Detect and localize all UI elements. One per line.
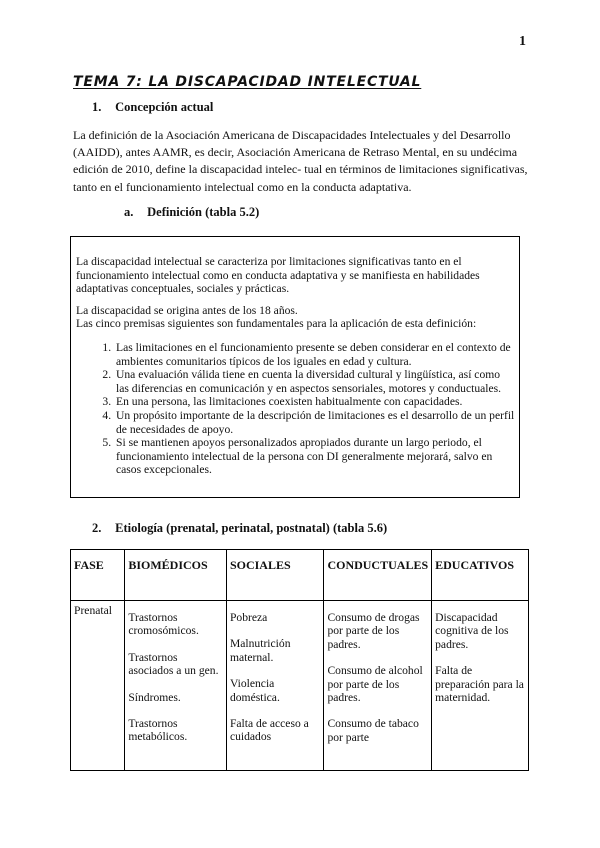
cell-item: Falta de acceso a cuidados: [229, 717, 309, 744]
cell-item: Falta de preparación para la maternidad.: [435, 664, 524, 705]
premise-item: 2. Una evaluación válida tiene en cuenta la diversidad cultural y lingüística, así como las diferencias en comunicación y en aspectos sensoriales, motores y conductuales.: [114, 368, 515, 395]
page-number: 1: [519, 34, 526, 49]
column-header-fase: FASE: [71, 550, 125, 601]
cell-educativos: [432, 601, 529, 771]
cell-item: Consumo de alcohol por parte de los padres.: [327, 664, 423, 705]
subsection-heading-definicion: [124, 205, 259, 220]
premise-item: 1. Las limitaciones en el funcionamiento presente se deben considerar en el contexto de ambientes comunitarios típicos de los iguales en edad y cultura.: [114, 341, 515, 368]
cell-item: Síndromes.: [128, 690, 181, 704]
column-header-educativos: EDUCATIVOS: [432, 550, 529, 601]
premises-intro: Las cinco premisas siguientes son fundamentales para la aplicación de esta definición:: [76, 317, 477, 331]
premise-item: 4. Un propósito importante de la descripción de limitaciones es el desarrollo de un perfil de necesidades de apoyo.: [114, 409, 515, 436]
cell-item: Trastornos asociados a un gen.: [128, 650, 219, 678]
cell-conductuales: [324, 601, 432, 771]
cell-item: Violencia doméstica.: [229, 677, 280, 704]
section-title: Etiología (prenatal, perinatal, postnatal) (tabla 5.6): [115, 521, 388, 535]
table-row: [71, 601, 529, 771]
column-header-conductuales: CONDUCTUALES: [324, 550, 432, 601]
cell-item: Consumo de tabaco por parte: [327, 717, 419, 744]
premises-list: [76, 341, 515, 477]
cell-fase: Prenatal: [71, 601, 125, 771]
cell-item: Trastornos cromosómicos.: [128, 611, 199, 638]
cell-item: Trastornos metabólicos.: [128, 717, 188, 744]
definition-paragraph: La discapacidad intelectual se caracteriza por limitaciones significativas tanto en el funcionamiento intelectual como en conducta adaptativa y se manifiesta en habilidades adaptativas conceptuales, sociales y prácticas.: [76, 255, 480, 296]
cell-sociales: [226, 601, 323, 771]
subsection-title: Definición (tabla 5.2): [147, 205, 260, 219]
table-header-row: [71, 550, 529, 601]
section-number: 2.: [92, 521, 102, 535]
intro-paragraph: La definición de la Asociación Americana de Discapacidades Intelectuales y del Desarrollo (AAIDD), antes AAMR, es decir, Asociación Americana de Retraso Mental, en su undécima edición de 2010, define la discapacidad intelec- tual en términos de limitaciones significativas, tanto en el funcionamiento intelectual como en la conducta adaptativa.: [73, 128, 528, 194]
cell-item: Malnutrición maternal.: [229, 637, 291, 664]
cell-biomedicos: [125, 601, 227, 771]
cell-item: Consumo de drogas por parte de los padres.: [327, 611, 420, 651]
column-header-sociales: SOCIALES: [226, 550, 323, 601]
etiology-table: [70, 549, 529, 771]
subsection-letter: a.: [124, 205, 134, 219]
section-heading-concepcion: [92, 100, 213, 115]
cell-item: Discapacidad cognitiva de los padres.: [435, 611, 509, 651]
column-header-biomedicos: BIOMÉDICOS: [125, 550, 227, 601]
section-title: Concepción actual: [115, 100, 214, 114]
cell-item: Pobreza: [229, 611, 268, 624]
age-onset-paragraph: La discapacidad se origina antes de los 18 años.: [76, 303, 298, 317]
page-title: TEMA 7: LA DISCAPACIDAD INTELECTUAL: [73, 74, 422, 90]
premise-item: 3. En una persona, las limitaciones coexisten habitualmente con capacidades.: [114, 395, 515, 409]
definition-box: [70, 236, 520, 498]
section-number: 1.: [92, 100, 102, 114]
section-heading-etiologia: [92, 521, 387, 536]
premise-item: 5. Si se mantienen apoyos personalizados apropiados durante un largo periodo, el funcionamiento intelectual de la persona con DI generalmente mejorará, salvo en casos excepcionales.: [114, 436, 515, 477]
